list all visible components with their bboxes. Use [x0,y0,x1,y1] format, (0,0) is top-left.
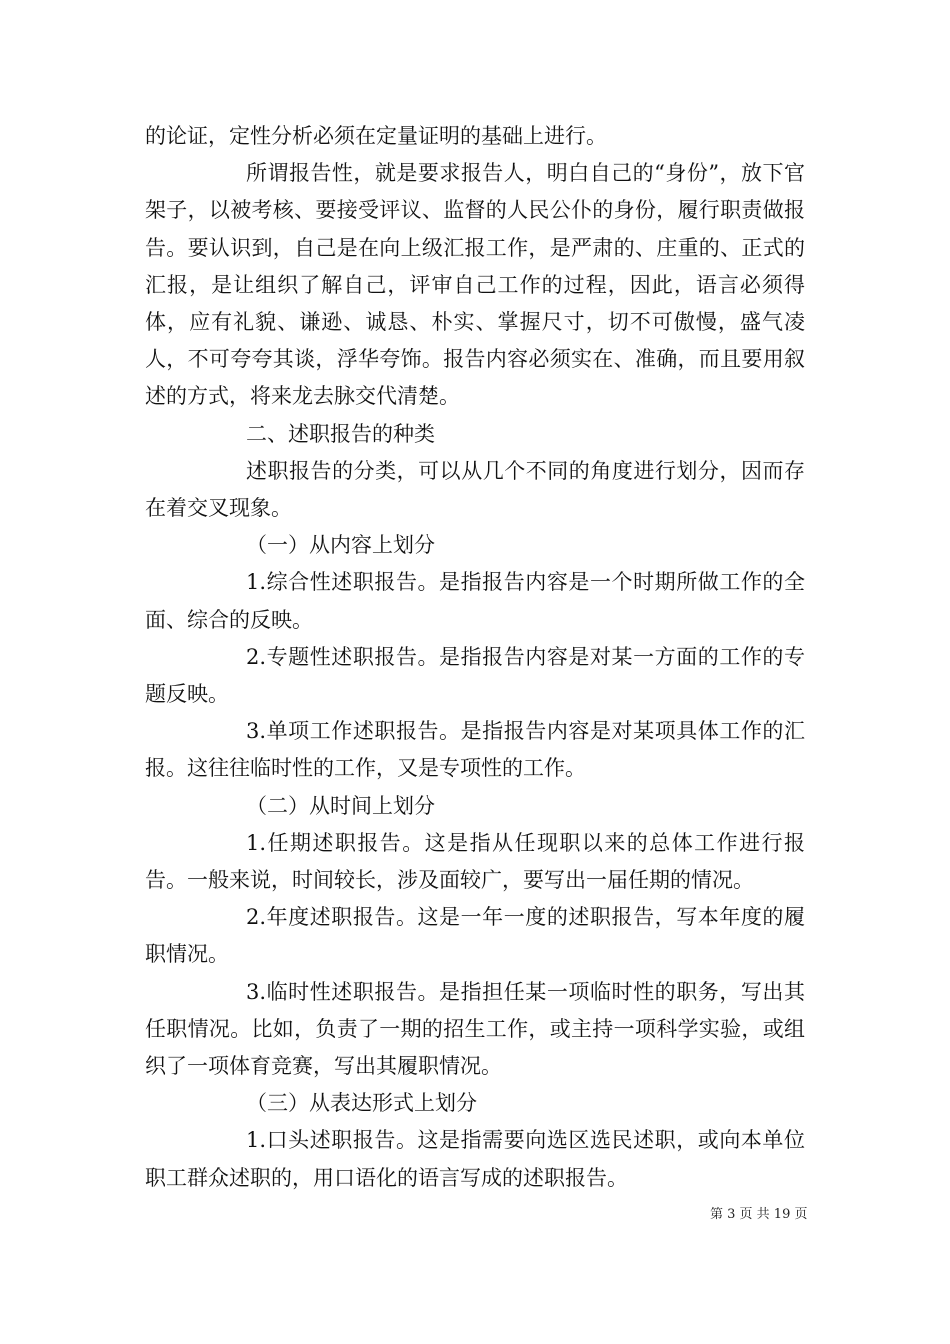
list-item-temporary: 3.临时性述职报告。是指担任某一项临时性的职务，写出其任职情况。比如，负责了一期的招生工作，或主持一项科学实验，或组织了一项体育竞赛，写出其履职情况。 [145,979,805,1079]
section-heading-report-types: 二、述职报告的种类 [246,421,435,446]
list-item-single-task: 3.单项工作述职报告。是指报告内容是对某项具体工作的汇报。这往往临时性的工作，又是专项性的工作。 [145,719,805,781]
document-body [145,118,805,1197]
list-item-annual: 2.年度述职报告。这是一年一度的述职报告，写本年度的履职情况。 [145,905,805,967]
list-item-thematic: 2.专题性述职报告。是指报告内容是对某一方面的工作的专题反映。 [145,644,805,707]
list-item-comprehensive: 1.综合性述职报告。是指报告内容是一个时期所做工作的全面、综合的反映。 [145,570,805,632]
subheading-by-content: （一）从内容上划分 [246,533,435,558]
list-item-oral: 1.口头述职报告。这是指需要向选区选民述职，或向本单位职工群众述职的，用口语化的语言写成的述职报告。 [145,1128,805,1190]
list-item-term: 1.任期述职报告。这是指从任现职以来的总体工作进行报告。一般来说，时间较长，涉及面较广，要写出一届任期的情况。 [145,830,805,893]
paragraph-report-nature: 所谓报告性，就是要求报告人，明白自己的“身份”，放下官架子，以被考核、要接受评议、监督的人民公仆的身份，履行职责做报告。要认识到，自己是在向上级汇报工作，是严肃的、庄重的、正式的汇报，是让组织了解自己，评审自己工作的过程，因此，语言必须得体，应有礼貌、谦逊、诚恳、朴实、掌握尺寸，切不可傲慢，盛气凌人，不可夸夸其谈，浮华夸饰。报告内容必须实在、准确，而且要用叙述的方式，将来龙去脉交代清楚。 [145,161,805,409]
subheading-by-form: （三）从表达形式上划分 [246,1091,477,1116]
paragraph-classification-intro: 述职报告的分类，可以从几个不同的角度进行划分，因而存在着交叉现象。 [145,458,805,521]
page-number: 第 3 页 共 19 页 [710,1207,808,1222]
paragraph-continuation: 的论证，定性分析必须在定量证明的基础上进行。 [145,124,607,148]
subheading-by-time: （二）从时间上划分 [246,793,435,818]
